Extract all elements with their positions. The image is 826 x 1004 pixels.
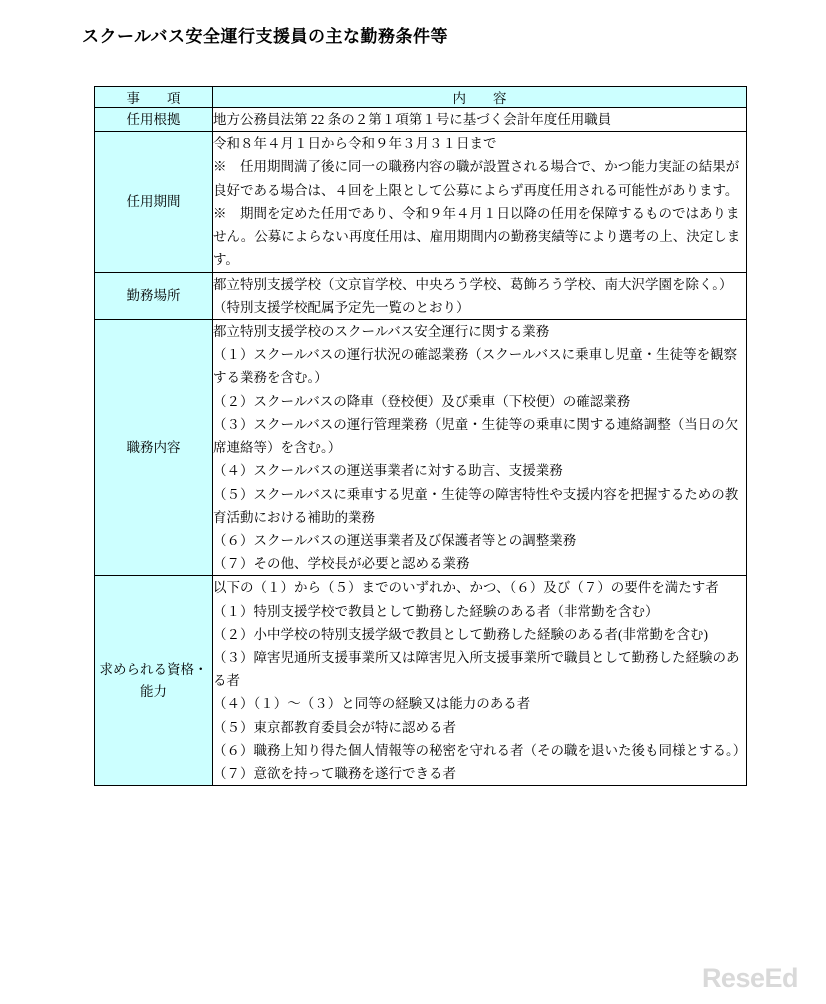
table-header-row (95, 87, 747, 108)
row-content-required-qualifications (213, 576, 747, 786)
paragraph: ※ 期間を定めた任用であり、令和９年４月１日以降の任用を保障するものではありません。公募によらない再度任用は、雇用期間内の勤務実績等により選考の上、決定します。 (213, 205, 741, 268)
watermark-logo: ReseEd (701, 963, 798, 993)
row-label-work-location: 勤務場所 (95, 272, 213, 319)
table-row (95, 108, 747, 132)
list-item: （４）（１）～（３）と同等の経験又は能力のある者 (213, 696, 531, 712)
paragraph: （特別支援学校配属予定先一覧のとおり） (213, 299, 470, 315)
table-row (95, 576, 747, 786)
paragraph: 都立特別支援学校のスクールバス安全運行に関する業務 (213, 323, 550, 339)
row-label-job-description: 職務内容 (95, 319, 213, 575)
row-content-appointment-period (213, 132, 747, 272)
conditions-table (94, 86, 747, 786)
list-item: （６）スクールバスの運送事業者及び保護者等との調整業務 (213, 532, 577, 548)
list-item: （７）その他、学校長が必要と認める業務 (213, 556, 470, 572)
row-content-job-description (213, 319, 747, 575)
row-label-required-qualifications: 求められる資格・能力 (95, 576, 213, 786)
list-item: （１）特別支援学校で教員として勤務した経験のある者（非常勤を含む） (213, 603, 659, 619)
header-cell-item: 事 項 (95, 87, 213, 108)
row-label-appointment-basis: 任用根拠 (95, 108, 213, 132)
paragraph: 地方公務員法第 22 条の２第１項第１号に基づく会計年度任用職員 (213, 112, 612, 127)
list-item: （５）東京都教育委員会が特に認める者 (213, 719, 456, 735)
list-item: （３）障害児通所支援事業所又は障害児入所支援事業所で職員として勤務した経験のある者 (213, 650, 740, 689)
paragraph: 令和８年４月１日から令和９年３月３１日まで (213, 136, 497, 152)
page-title: スクールバス安全運行支援員の主な勤務条件等 (82, 27, 448, 46)
list-item: （４）スクールバスの運送事業者に対する助言、支援業務 (213, 463, 563, 479)
list-item: （２）スクールバスの降車（登校便）及び乗車（下校便）の確認業務 (213, 393, 631, 409)
list-item: （１）スクールバスの運行状況の確認業務（スクールバスに乗車し児童・生徒等を観察する業務を含む。） (213, 347, 738, 386)
paragraph: ※ 任用期間満了後に同一の職務内容の職が設置される場合で、かつ能力実証の結果が良好である場合は、４回を上限として公募によらず再度任用される可能性があります。 (213, 159, 740, 198)
header-cell-content: 内 容 (213, 87, 747, 108)
paragraph: 都立特別支援学校（文京盲学校、中央ろう学校、葛飾ろう学校、南大沢学園を除く。） (213, 276, 733, 292)
list-item: （５）スクールバスに乗車する児童・生徒等の障害特性や支援内容を把握するための教育活動における補助的業務 (213, 486, 739, 525)
row-label-appointment-period: 任用期間 (95, 132, 213, 272)
table-row (95, 132, 747, 272)
list-item: （２）小中学校の特別支援学級で教員として勤務した経験のある者(非常勤を含む) (213, 626, 708, 642)
paragraph: 以下の（１）から（５）までのいずれか、かつ、（６）及び（７）の要件を満たす者 (213, 580, 719, 596)
row-content-appointment-basis (213, 108, 747, 132)
list-item: （３）スクールバスの運行管理業務（児童・生徒等の乗車に関する連絡調整（当日の欠席連絡等）を含む。） (213, 416, 739, 456)
row-content-work-location (213, 272, 747, 319)
list-item: （７）意欲を持って職務を遂行できる者 (213, 766, 456, 782)
table-row (95, 319, 747, 575)
list-item: （６）職務上知り得た個人情報等の秘密を守れる者（その職を退いた後も同様とする。） (213, 742, 747, 758)
table-row (95, 272, 747, 319)
